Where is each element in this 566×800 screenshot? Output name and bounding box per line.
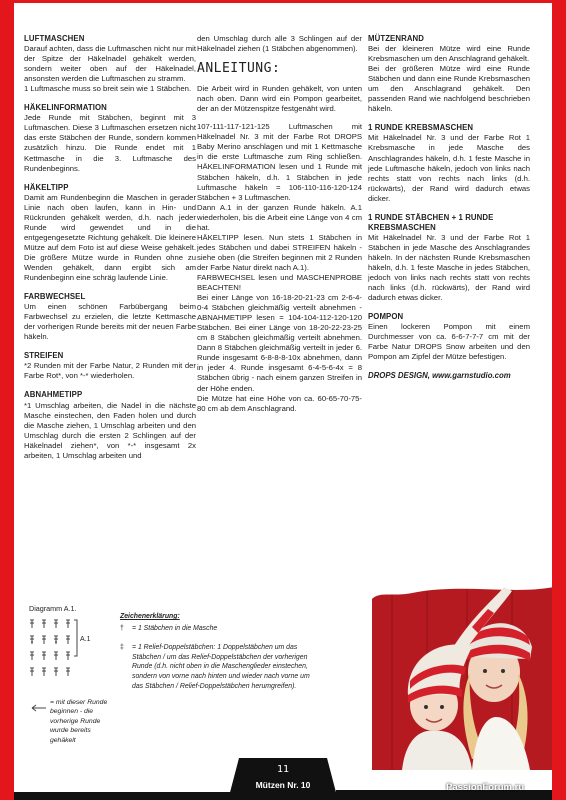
section-heading: 1 RUNDE KREBSMASCHEN: [368, 123, 474, 133]
anleitung-p5: FARBWECHSEL lesen und MASCHENPROBE BEACHTEN!: [197, 272, 362, 293]
section-streifen: [24, 351, 196, 381]
anleitung-p4: HÄKELTIPP lesen. Nun stets 1 Stäbchen in jedes Stäbchen und dabei STREIFEN häkeln - siehe oben (die Streifen beginnen mit 2 Runden der Farbe Natur direkt nach A.1).: [197, 232, 362, 272]
legend-item-2: = 1 Relief-Doppelstäbchen: 1 Doppelstäbchen um das Stäbchen / um das Relief-Doppelstäbchen der vorherigen Runde (d.h. nicht oben in die Maschenglieder einstechen, sondern von vorne nach hinten und wieder nach vorne um das Stäbchen / Relief-Doppelstäbchen herumgreifen).: [132, 644, 310, 690]
relief-stitch-symbol-icon: ‡: [120, 644, 124, 652]
diagram-arrow-note: = mit dieser Runde beginnen - die vorherige Runde wurde bereits gehäkelt: [50, 699, 108, 744]
row-4: [30, 668, 70, 676]
bottom-splatter-left: [0, 792, 230, 800]
section-heading: LUFTMASCHEN: [24, 34, 85, 43]
anleitung-p3: Dann A.1 in der ganzen Runde häkeln. A.1 wiederholen, bis die Arbeit eine Länge von 4 cm hat.: [197, 202, 362, 232]
section-heading: FARBWECHSEL: [24, 292, 86, 302]
design-credit: DROPS DESIGN, www.garnstudio.com: [368, 371, 511, 381]
section-häkelinformation: [24, 103, 196, 173]
anleitung-p1: Die Arbeit wird in Runden gehäkelt, von unten nach oben. Dann wird ein Pompon gearbeitet, der an der Mützenspitze festgenäht wird.: [197, 84, 362, 114]
section-text: Um einen schönen Farbübergang beim Farbwechsel zu erzielen, die letzte Kettmasche der vorherigen Runde bereits mit der neuen Farbe häkeln.: [24, 302, 196, 342]
section-mützenrand: [368, 34, 530, 114]
photo-children-hats: [372, 577, 554, 770]
section-text: Damit am Rundenbeginn die Maschen in gerader Linie nach oben laufen, kann in Hin- und Rückrunden gehäkelt werden, d.h. nach jeder Runde wird gewendet und in die entgegengesetzte Richtung gehäkelt. Die kleinere Mütze auf dem Foto ist auf diese Weise gehäkelt. Die größere Mütze wurde in Runden ohne zu Wenden gehäkelt, dann ergibt sich am Rundenbeginn eine schräg laufende Linie.: [24, 192, 196, 283]
legend: [120, 612, 320, 691]
section-1-runde-stäbchen-1-runde-krebsmaschen: [368, 213, 530, 303]
anleitung-p7: Die Mütze hat eine Höhe von ca. 60-65-70-75-80 cm ab dem Anschlagrand.: [197, 393, 362, 413]
diagram-repeat-label: A.1: [80, 636, 91, 643]
row-1: [30, 620, 70, 628]
legend-item-1: = 1 Stäbchen in die Masche: [132, 624, 218, 632]
column-left: [24, 34, 196, 470]
page-footer: [228, 758, 338, 800]
section-heading: 1 RUNDE STÄBCHEN + 1 RUNDE KREBSMASCHEN: [368, 212, 494, 232]
section-text: Mit Häkelnadel Nr. 3 und der Farbe Rot 1 Krebsmasche in jede Masche des Anschlagrandes häkeln, d.h. 1 feste Masche in jede Luftmasche häkeln, jedoch von links nach rechts statt von rechts nach links (d.h. rückwärts), der Rand wird dadurch etwas dicker.: [368, 133, 530, 203]
column-right: [368, 34, 530, 381]
section-heading: MÜTZENRAND: [368, 34, 425, 43]
anleitung-p2: 107-111-117-121-125 Luftmaschen mit Häkelnadel Nr. 3 mit der Farbe Rot DROPS Baby Merino anschlagen und mit 1 Kettmasche in die erste Luftmasche zum Ring schließen. HÄKELINFORMATION lesen und 1 Runde mit Stäbchen häkeln, d.h. 1 Stäbchen in jede Luftmasche häkeln = 106-110-116-120-124 Stäbchen + 3 Luftmaschen.: [197, 122, 362, 202]
section-text: *2 Runden mit der Farbe Natur, 2 Runden mit der Farbe Rot*, von *-* wiederholen.: [24, 361, 196, 381]
legend-title: Zeichenerklärung:: [120, 613, 180, 620]
row-3: [30, 652, 70, 660]
section-heading: STREIFEN: [24, 351, 64, 361]
section-text: Mit Häkelnadel Nr. 3 und der Farbe Rot 1 Stäbchen in jede Masche des Anschlagrandes häkeln. In der nächsten Runde Krebsmaschen häkeln, d.h. 1 feste Masche in jedes Stäbchen, jedoch von links nach rechts statt von rechts nach links (d.h. rückwärts), der Rand wird dadurch etwas dicker.: [368, 232, 530, 303]
section-text: Bei der kleineren Mütze wird eine Runde Krebsmaschen um den Anschlagrand gehäkelt.: [368, 44, 530, 64]
section-text: *1 Umschlag arbeiten, die Nadel in die nächste Masche einstechen, den Faden holen und durch die Masche ziehen, 1 Umschlag arbeiten und den Umschlag durch die ersten 2 Schlingen auf der Häkelnadel ziehen*, von *-* insgesamt 2x arbeiten, 1 Umschlag arbeiten und: [24, 400, 196, 460]
section-heading: POMPON: [368, 312, 404, 322]
section-häkeltipp: [24, 183, 196, 283]
issue-label: Mützen Nr. 10: [255, 780, 311, 790]
section-heading: HÄKELTIPP: [24, 182, 69, 192]
section-luftmaschen: [24, 34, 196, 94]
section-heading: ABNAHMETIPP: [24, 390, 83, 400]
watermark: PassionForum.ru: [446, 782, 525, 793]
section-pompon: [368, 312, 530, 362]
anleitung-heading: ANLEITUNG:: [197, 61, 281, 77]
continuation-text: den Umschlag durch alle 3 Schlingen auf der Häkelnadel ziehen (1 Stäbchen abgenommen).: [197, 34, 362, 54]
section-heading: HÄKELINFORMATION: [24, 103, 107, 113]
section-abnahmetipp: [24, 390, 196, 460]
section-farbwechsel: [24, 292, 196, 342]
row-2: [30, 636, 70, 644]
stitch-symbol-icon: †: [120, 624, 124, 632]
section-text: Jede Runde mit Stäbchen, beginnt mit 3 Luftmaschen. Diese 3 Luftmaschen ersetzen nicht das erste Stäbchen der Runde, sondern kommen zusätzlich hinzu. Die Runde endet mit 1 Kettmasche in die 3. Luftmasche des Rundenbeginns.: [24, 113, 196, 173]
section-text: Einen lockeren Pompon mit einem Durchmesser von ca. 6-6-7-7-7 cm mit der Farbe Natur DROPS Snow arbeiten und den Pompon am Zipfel der Mütze befestigen.: [368, 322, 530, 362]
page-number: 11: [276, 764, 290, 775]
column-middle: [197, 34, 362, 414]
anleitung-p6: Bei einer Länge von 16-18-20-21-23 cm 2-6-4-0-4 Stäbchen gleichmäßig verteilt abnehmen - ABNAHMETIPP lesen = 104-104-112-120-120 Stäbchen. Bei einer Länge von 18-20-22-23-25 cm 8 Stäbchen gleichmäßig verteilt abnehmen. Dann 8 Stäbchen gleichmäßig verteilt in jeder 6. Runde insgesamt 6-8-8-8-10x abnehmen, dann in jeder 4. Runde insgesamt 6-4-5-6-4x = 8 Stäbchen übrig - nach einem ganzen Streifen in der Höhe enden.: [197, 293, 362, 393]
section-text: Darauf achten, dass die Luftmaschen nicht nur mit der Spitze der Häkelnadel gehäkelt werden, sondern weiter oben auf der Häkelnadel, ansonsten werden die Luftmaschen zu stramm.: [24, 44, 196, 84]
section-1-runde-krebsmaschen: [368, 123, 530, 203]
diagram-title: Diagramm A.1.: [29, 604, 77, 613]
section-text: Bei der größeren Mütze wird eine Runde Stäbchen und dann eine Runde Krebsmaschen um den Anschlagrand gehäkelt. Den passenden Rand wie nachfolgend beschrieben häkeln.: [368, 64, 530, 114]
section-text: 1 Luftmasche muss so breit sein wie 1 Stäbchen.: [24, 84, 192, 94]
